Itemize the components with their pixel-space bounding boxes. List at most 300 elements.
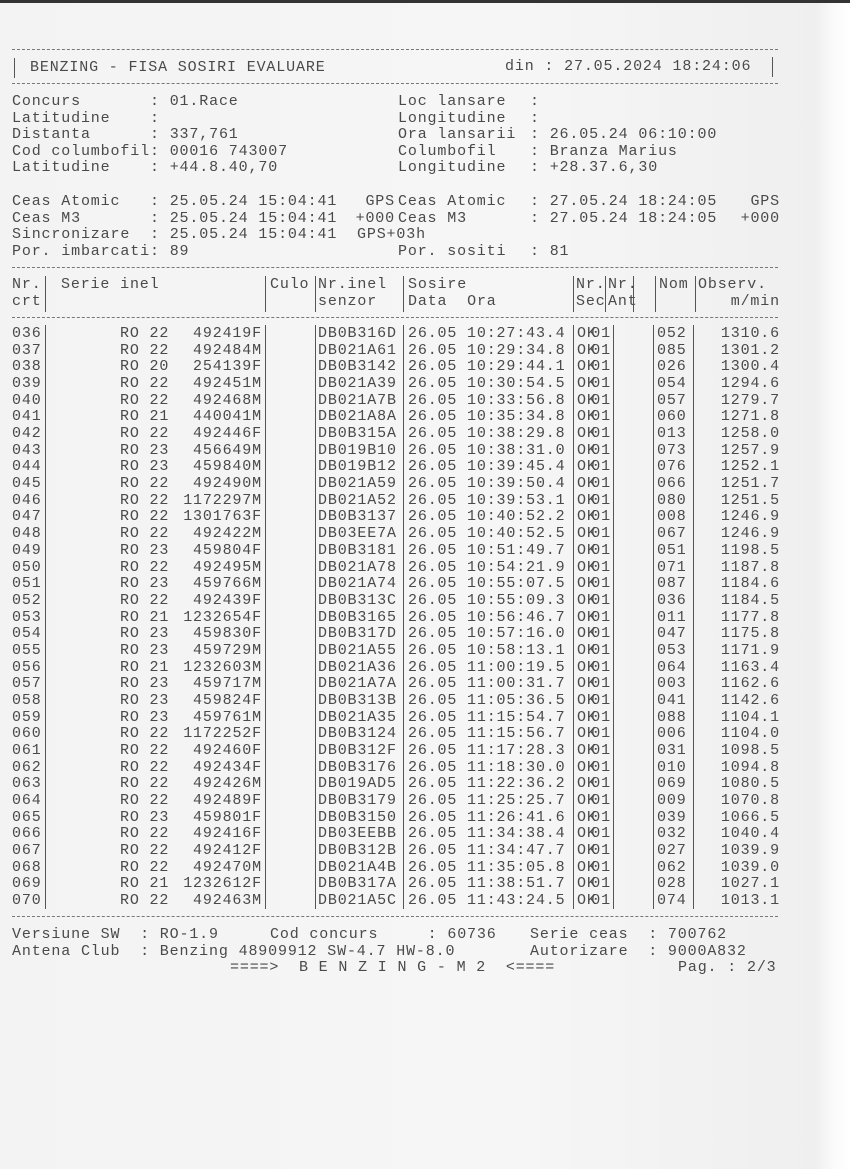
cell-sensor: DB0B317A	[318, 875, 397, 893]
cell-speed: 1070.8	[720, 792, 780, 810]
cell-nom: 088	[657, 708, 687, 726]
clock-suffix: GPS+03h	[357, 226, 426, 244]
col-culo: Culo	[270, 276, 310, 293]
cell-speed: 1039.0	[720, 858, 780, 876]
cell-time: 11:05:36.5	[467, 691, 566, 709]
report-date-label: din : 27.05.2024 18:24:06	[505, 58, 752, 75]
cell-time: 10:30:54.5	[467, 375, 566, 393]
cell-speed: 1310.6	[720, 325, 780, 342]
cell-speed: 1198.5	[720, 541, 780, 559]
cell-speed: 1252.1	[720, 458, 780, 476]
cell-status: OK	[577, 842, 597, 860]
cell-nr-crt: 040	[12, 391, 42, 409]
cell-speed: 1094.8	[720, 758, 780, 776]
cell-ring-number: 1232603M	[183, 658, 262, 676]
cell-sec: 01	[591, 742, 611, 759]
cell-speed: 1171.9	[720, 641, 780, 659]
cell-sec: 01	[591, 875, 611, 893]
cell-sensor: DB021A52	[318, 491, 397, 509]
column-divider	[45, 325, 46, 909]
cell-status: OK	[577, 608, 597, 626]
cell-sensor: DB0B312B	[318, 842, 397, 860]
clock-label: Por. sositi	[398, 242, 507, 260]
cell-sensor: DB021A61	[318, 341, 397, 359]
cell-ring-country-year: RO 22	[120, 892, 170, 910]
report-title: BENZING - FISA SOSIRI EVALUARE	[30, 59, 326, 76]
cell-status: OK	[577, 792, 597, 810]
cell-ring-number: 492446F	[193, 425, 262, 443]
cell-time: 11:34:47.7	[467, 842, 566, 860]
cell-nom: 071	[657, 558, 687, 576]
cell-sensor: DB021A5C	[318, 892, 397, 910]
column-divider	[605, 276, 606, 312]
cell-ring-country-year: RO 21	[120, 875, 170, 893]
cell-sensor: DB0B316D	[318, 325, 397, 342]
cell-nr-crt: 052	[12, 591, 42, 609]
info-label: Loc lansare	[398, 93, 507, 110]
cell-nom: 041	[657, 691, 687, 709]
cell-time: 11:00:19.5	[467, 658, 566, 676]
cell-ring-number: 492426M	[193, 775, 262, 793]
column-divider	[695, 276, 696, 312]
col-nom: Nom	[659, 276, 689, 293]
cell-sec: 01	[591, 491, 611, 509]
cell-sensor: DB0B312F	[318, 742, 397, 759]
cell-ring-country-year: RO 21	[120, 408, 170, 426]
cell-sensor: DB019AD5	[318, 775, 397, 793]
col-m-min: m/min	[730, 293, 780, 310]
cell-ring-number: 492468M	[193, 391, 262, 409]
cell-sensor: DB021A55	[318, 641, 397, 659]
cell-ring-number: 492416F	[193, 825, 262, 843]
info-value: : +44.8.40,70	[150, 159, 279, 177]
cell-nr-crt: 056	[12, 658, 42, 676]
col-data-ora: Data Ora	[408, 293, 497, 310]
cell-time: 10:39:50.4	[467, 475, 566, 493]
cell-sec: 01	[591, 775, 611, 793]
cell-status: OK	[577, 558, 597, 576]
cell-nr-crt: 060	[12, 725, 42, 743]
cell-sensor: DB021A8A	[318, 408, 397, 426]
cell-nom: 031	[657, 742, 687, 759]
cell-time: 11:43:24.5	[467, 892, 566, 910]
cell-sensor: DB021A7B	[318, 391, 397, 409]
cell-nom: 069	[657, 775, 687, 793]
cell-time: 11:34:38.4	[467, 825, 566, 843]
cell-nom: 052	[657, 325, 687, 342]
cell-ring-number: 492412F	[193, 842, 262, 860]
cell-sec: 01	[591, 325, 611, 342]
cell-status: OK	[577, 625, 597, 643]
cell-sec: 01	[591, 525, 611, 543]
cell-status: OK	[577, 675, 597, 693]
info-label: Columbofil	[398, 142, 497, 160]
cell-ring-number: 492419F	[193, 325, 262, 342]
cell-time: 11:38:51.7	[467, 875, 566, 893]
cell-ring-number: 459729M	[193, 641, 262, 659]
cell-nr-crt: 049	[12, 541, 42, 559]
cell-sensor: DB019B12	[318, 458, 397, 476]
col-nr-sec: Nr.	[576, 276, 606, 293]
cell-date: 26.05	[408, 792, 458, 810]
clock-suffix: GPS	[750, 193, 780, 210]
cell-time: 11:17:28.3	[467, 742, 566, 759]
cell-nr-crt: 038	[12, 358, 42, 376]
cell-sensor: DB0B313C	[318, 591, 397, 609]
cell-time: 10:57:16.0	[467, 625, 566, 643]
clock-label: Sincronizare	[12, 226, 131, 244]
cell-ring-country-year: RO 23	[120, 708, 170, 726]
cell-status: OK	[577, 408, 597, 426]
col-sec: Sec	[576, 293, 606, 310]
cell-date: 26.05	[408, 558, 458, 576]
info-label: Distanta	[12, 126, 91, 144]
cell-ring-country-year: RO 21	[120, 608, 170, 626]
cell-sec: 01	[591, 508, 611, 526]
cell-speed: 1177.8	[720, 608, 780, 626]
cell-ring-country-year: RO 21	[120, 658, 170, 676]
cell-sensor: DB0B313B	[318, 691, 397, 709]
col-nr: Nr.	[12, 276, 42, 293]
cell-nom: 032	[657, 825, 687, 843]
cell-ring-number: 492434F	[193, 758, 262, 776]
cell-sensor: DB0B3124	[318, 725, 397, 743]
cell-ring-country-year: RO 22	[120, 792, 170, 810]
footer-banner: ====> B E N Z I N G - M 2 <====	[230, 959, 556, 976]
cell-status: OK	[577, 892, 597, 910]
clock-label: Ceas M3	[398, 209, 467, 227]
cell-date: 26.05	[408, 758, 458, 776]
cell-status: OK	[577, 875, 597, 893]
cell-nr-crt: 048	[12, 525, 42, 543]
info-value: : +28.37.6,30	[530, 159, 659, 177]
cell-ring-number: 459766M	[193, 575, 262, 593]
cell-speed: 1184.6	[720, 575, 780, 593]
cell-sec: 01	[591, 858, 611, 876]
cell-ring-number: 254139F	[193, 358, 262, 376]
cell-nom: 028	[657, 875, 687, 893]
info-label: Latitudine	[12, 109, 111, 127]
clock-label: Ceas Atomic	[398, 193, 507, 210]
cell-status: OK	[577, 708, 597, 726]
cell-nom: 003	[657, 675, 687, 693]
cell-ring-country-year: RO 22	[120, 725, 170, 743]
cell-nr-crt: 051	[12, 575, 42, 593]
cell-sensor: DB0B3179	[318, 792, 397, 810]
cell-time: 10:38:31.0	[467, 441, 566, 459]
col-ant: Ant	[608, 293, 638, 310]
cell-speed: 1271.8	[720, 408, 780, 426]
cell-speed: 1027.1	[720, 875, 780, 893]
cell-date: 26.05	[408, 742, 458, 759]
cell-nr-crt: 063	[12, 775, 42, 793]
cell-date: 26.05	[408, 491, 458, 509]
footer-serie-ceas: Serie ceas : 700762	[530, 926, 728, 943]
cell-ring-country-year: RO 22	[120, 775, 170, 793]
cell-time: 11:18:30.0	[467, 758, 566, 776]
cell-speed: 1175.8	[720, 625, 780, 643]
clock-value: : 27.05.24 18:24:05	[530, 193, 718, 210]
cell-nr-crt: 050	[12, 558, 42, 576]
cell-speed: 1066.5	[720, 808, 780, 826]
cell-status: OK	[577, 325, 597, 342]
info-value: : 337,761	[150, 126, 239, 144]
cell-time: 11:25:25.7	[467, 792, 566, 810]
cell-date: 26.05	[408, 325, 458, 342]
cell-sec: 01	[591, 708, 611, 726]
column-divider	[633, 276, 634, 312]
cell-status: OK	[577, 691, 597, 709]
cell-sec: 01	[591, 408, 611, 426]
cell-status: OK	[577, 541, 597, 559]
cell-nr-crt: 058	[12, 691, 42, 709]
cell-nom: 036	[657, 591, 687, 609]
cell-nom: 006	[657, 725, 687, 743]
column-divider	[653, 325, 654, 909]
cell-speed: 1013.1	[720, 892, 780, 910]
cell-ring-country-year: RO 22	[120, 525, 170, 543]
cell-speed: 1184.5	[720, 591, 780, 609]
info-label: Latitudine	[12, 159, 111, 177]
cell-sensor: DB0B3165	[318, 608, 397, 626]
cell-status: OK	[577, 508, 597, 526]
cell-nr-crt: 069	[12, 875, 42, 893]
cell-sec: 01	[591, 892, 611, 910]
cell-nom: 053	[657, 641, 687, 659]
clock-value: : 27.05.24 18:24:05	[530, 209, 718, 227]
cell-ring-number: 492451M	[193, 375, 262, 393]
info-value: : Branza Marius	[530, 142, 678, 160]
cell-nom: 085	[657, 341, 687, 359]
cell-status: OK	[577, 391, 597, 409]
cell-speed: 1300.4	[720, 358, 780, 376]
clock-suffix: +000	[740, 209, 780, 227]
cell-status: OK	[577, 858, 597, 876]
cell-nr-crt: 068	[12, 858, 42, 876]
cell-sec: 01	[591, 658, 611, 676]
cell-date: 26.05	[408, 675, 458, 693]
cell-sensor: DB0B3176	[318, 758, 397, 776]
cell-nom: 008	[657, 508, 687, 526]
cell-nr-crt: 066	[12, 825, 42, 843]
info-label: Longitudine	[398, 159, 507, 177]
cell-ring-number: 456649M	[193, 441, 262, 459]
cell-date: 26.05	[408, 525, 458, 543]
cell-date: 26.05	[408, 825, 458, 843]
cell-ring-number: 1172297M	[183, 491, 262, 509]
column-divider	[693, 325, 694, 909]
column-divider	[655, 276, 656, 312]
cell-date: 26.05	[408, 575, 458, 593]
divider	[14, 58, 15, 78]
cell-date: 26.05	[408, 475, 458, 493]
col-senzor: senzor	[318, 293, 378, 310]
cell-time: 10:40:52.2	[467, 508, 566, 526]
cell-speed: 1246.9	[720, 508, 780, 526]
cell-time: 10:35:34.8	[467, 408, 566, 426]
info-value: : 00016 743007	[150, 142, 288, 160]
cell-nr-crt: 062	[12, 758, 42, 776]
cell-sec: 01	[591, 641, 611, 659]
cell-time: 10:27:43.4	[467, 325, 566, 342]
clock-suffix: GPS	[365, 193, 395, 210]
cell-date: 26.05	[408, 892, 458, 910]
cell-ring-number: 492495M	[193, 558, 262, 576]
scan-edge	[0, 0, 850, 3]
cell-nom: 064	[657, 658, 687, 676]
cell-ring-country-year: RO 22	[120, 842, 170, 860]
cell-ring-number: 459717M	[193, 675, 262, 693]
cell-ring-country-year: RO 22	[120, 825, 170, 843]
clock-value: : 89	[150, 242, 190, 260]
cell-sec: 01	[591, 725, 611, 743]
cell-sensor: DB021A59	[318, 475, 397, 493]
divider	[12, 317, 778, 318]
cell-date: 26.05	[408, 358, 458, 376]
cell-speed: 1040.4	[720, 825, 780, 843]
cell-date: 26.05	[408, 508, 458, 526]
cell-nom: 010	[657, 758, 687, 776]
cell-time: 11:15:56.7	[467, 725, 566, 743]
cell-sec: 01	[591, 842, 611, 860]
cell-time: 10:33:56.8	[467, 391, 566, 409]
cell-date: 26.05	[408, 875, 458, 893]
cell-nom: 073	[657, 441, 687, 459]
cell-time: 10:56:46.7	[467, 608, 566, 626]
cell-sensor: DB021A36	[318, 658, 397, 676]
cell-time: 10:29:44.1	[467, 358, 566, 376]
cell-sec: 01	[591, 591, 611, 609]
cell-ring-country-year: RO 22	[120, 558, 170, 576]
cell-nr-crt: 070	[12, 892, 42, 910]
cell-ring-number: 459824F	[193, 691, 262, 709]
cell-date: 26.05	[408, 641, 458, 659]
cell-sec: 01	[591, 375, 611, 393]
cell-date: 26.05	[408, 691, 458, 709]
cell-status: OK	[577, 591, 597, 609]
info-label: Longitudine	[398, 109, 507, 127]
cell-nom: 060	[657, 408, 687, 426]
cell-sensor: DB021A35	[318, 708, 397, 726]
cell-nom: 047	[657, 625, 687, 643]
cell-ring-country-year: RO 22	[120, 742, 170, 759]
cell-ring-country-year: RO 20	[120, 358, 170, 376]
cell-nom: 087	[657, 575, 687, 593]
cell-nr-crt: 047	[12, 508, 42, 526]
cell-time: 10:38:29.8	[467, 425, 566, 443]
cell-ring-country-year: RO 22	[120, 475, 170, 493]
cell-sec: 01	[591, 808, 611, 826]
cell-time: 10:39:53.1	[467, 491, 566, 509]
column-divider	[315, 325, 316, 909]
cell-speed: 1301.2	[720, 341, 780, 359]
divider	[12, 916, 778, 917]
divider	[12, 49, 778, 50]
col-nr-inel: Nr.inel	[318, 276, 387, 293]
cell-nom: 009	[657, 792, 687, 810]
cell-ring-number: 492490M	[193, 475, 262, 493]
cell-time: 10:55:09.3	[467, 591, 566, 609]
cell-nr-crt: 041	[12, 408, 42, 426]
cell-ring-country-year: RO 23	[120, 675, 170, 693]
column-divider	[613, 325, 614, 909]
cell-sensor: DB0B315A	[318, 425, 397, 443]
cell-ring-country-year: RO 23	[120, 541, 170, 559]
cell-speed: 1258.0	[720, 425, 780, 443]
cell-date: 26.05	[408, 408, 458, 426]
clock-suffix: +000	[355, 209, 395, 227]
cell-speed: 1251.7	[720, 475, 780, 493]
cell-sec: 01	[591, 425, 611, 443]
cell-status: OK	[577, 425, 597, 443]
footer-cod-concurs: Cod concurs : 60736	[270, 926, 497, 943]
cell-nom: 066	[657, 475, 687, 493]
cell-sec: 01	[591, 475, 611, 493]
cell-ring-country-year: RO 22	[120, 491, 170, 509]
cell-ring-number: 1172252F	[183, 725, 262, 743]
info-label: Cod columbofil	[12, 142, 150, 160]
cell-status: OK	[577, 458, 597, 476]
cell-sensor: DB03EE7A	[318, 525, 397, 543]
cell-ring-country-year: RO 22	[120, 508, 170, 526]
cell-nr-crt: 065	[12, 808, 42, 826]
cell-date: 26.05	[408, 425, 458, 443]
cell-sensor: DB019B10	[318, 441, 397, 459]
clock-value: : 25.05.24 15:04:41	[150, 209, 338, 227]
cell-nom: 051	[657, 541, 687, 559]
cell-nom: 080	[657, 491, 687, 509]
cell-status: OK	[577, 725, 597, 743]
cell-nr-crt: 055	[12, 641, 42, 659]
cell-nom: 062	[657, 858, 687, 876]
cell-nom: 074	[657, 892, 687, 910]
cell-ring-number: 492470M	[193, 858, 262, 876]
col-observ: Observ.	[698, 276, 767, 293]
cell-ring-country-year: RO 23	[120, 625, 170, 643]
cell-nr-crt: 042	[12, 425, 42, 443]
cell-nr-crt: 054	[12, 625, 42, 643]
clock-value: : 81	[530, 242, 570, 260]
cell-date: 26.05	[408, 608, 458, 626]
cell-date: 26.05	[408, 591, 458, 609]
column-divider	[573, 325, 574, 909]
cell-sensor: DB021A78	[318, 558, 397, 576]
cell-ring-country-year: RO 22	[120, 325, 170, 342]
cell-speed: 1163.4	[720, 658, 780, 676]
cell-date: 26.05	[408, 341, 458, 359]
cell-status: OK	[577, 375, 597, 393]
cell-ring-country-year: RO 22	[120, 375, 170, 393]
cell-time: 10:58:13.1	[467, 641, 566, 659]
cell-sec: 01	[591, 575, 611, 593]
cell-status: OK	[577, 808, 597, 826]
cell-date: 26.05	[408, 541, 458, 559]
cell-ring-country-year: RO 22	[120, 858, 170, 876]
cell-sec: 01	[591, 358, 611, 376]
cell-speed: 1142.6	[720, 691, 780, 709]
info-value: : 01.Race	[150, 93, 239, 110]
cell-date: 26.05	[408, 658, 458, 676]
cell-nr-crt: 053	[12, 608, 42, 626]
cell-time: 11:26:41.6	[467, 808, 566, 826]
cell-time: 10:39:45.4	[467, 458, 566, 476]
cell-speed: 1104.1	[720, 708, 780, 726]
cell-nr-crt: 036	[12, 325, 42, 342]
cell-nr-crt: 039	[12, 375, 42, 393]
cell-speed: 1039.9	[720, 842, 780, 860]
cell-sec: 01	[591, 758, 611, 776]
cell-sec: 01	[591, 541, 611, 559]
